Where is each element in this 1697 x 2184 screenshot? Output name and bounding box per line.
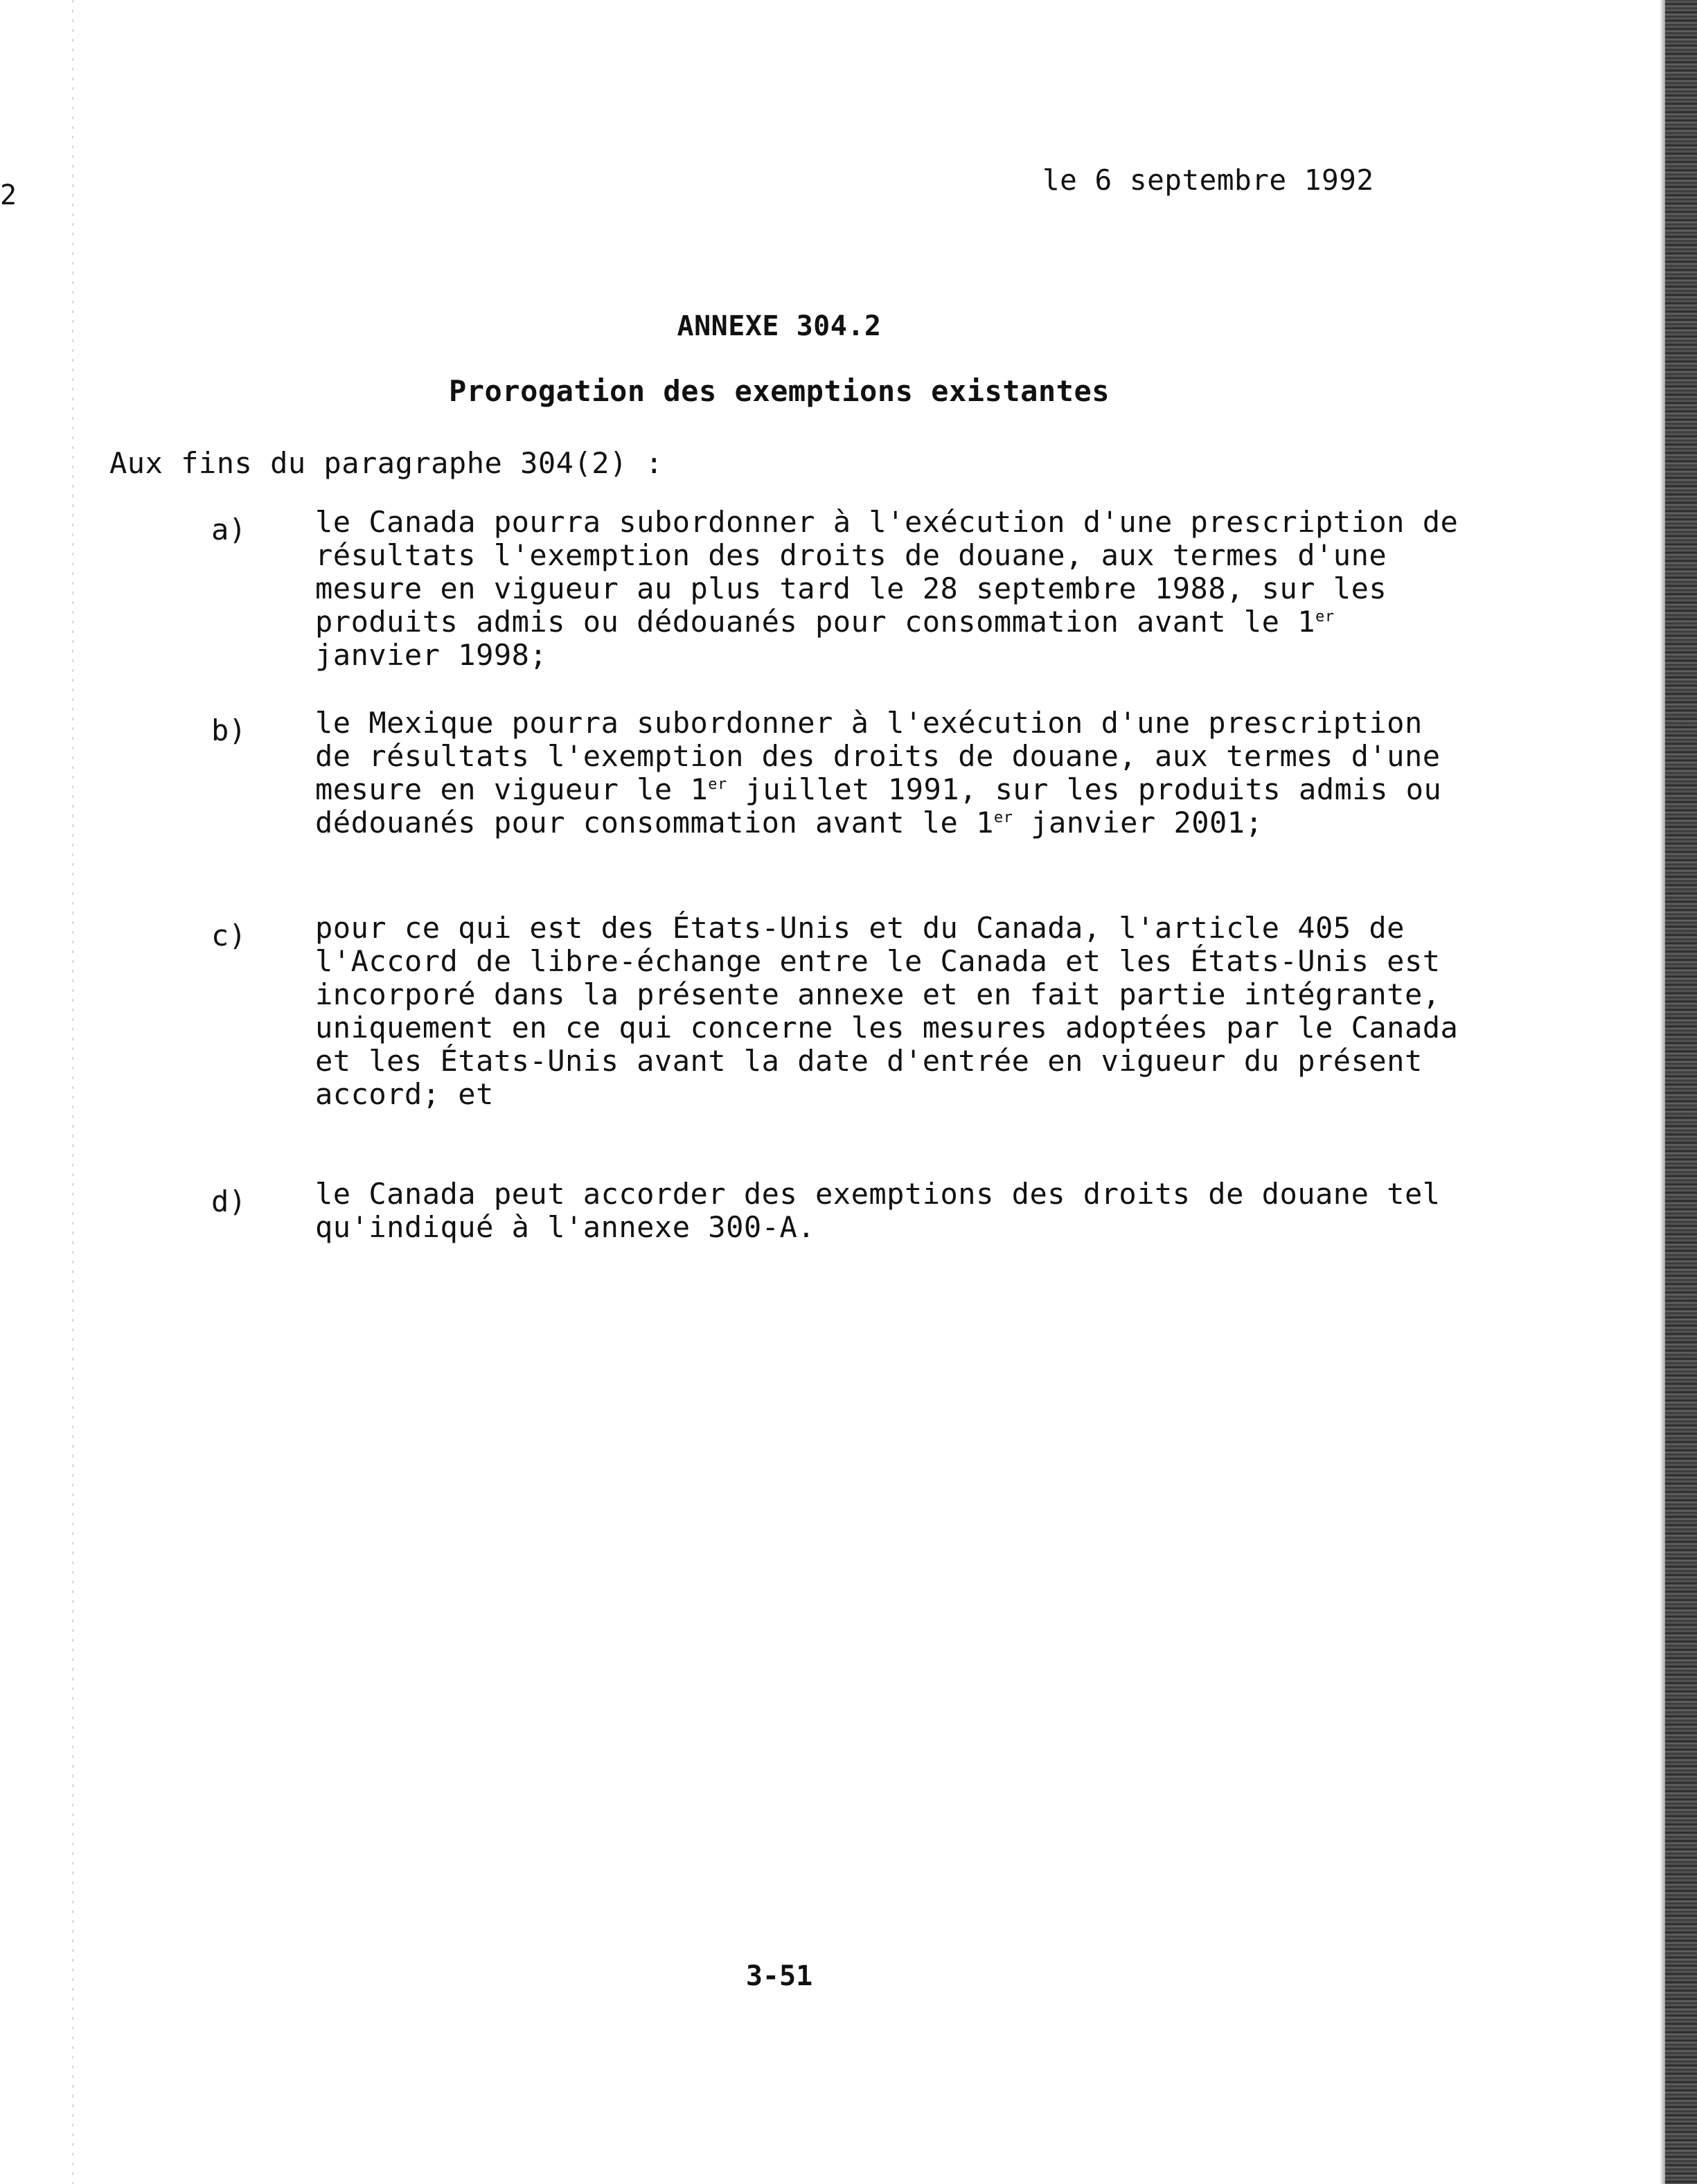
margin-mark: 2 xyxy=(0,179,17,211)
intro-paragraph: Aux fins du paragraphe 304(2) : xyxy=(109,446,664,480)
item-text: le Canada peut accorder des exemptions des droits de douane tel qu'indiqué à l'annexe 300-A. xyxy=(315,1177,1441,1244)
item-text: le Canada pourra subordonner à l'exécution d'une prescription de résultats l'exemption des droits de douane, aux termes d'une mesure en vigueur au plus tard le 28 septembre 1988, sur les produits admis ou dédouanés pour consommation avant le 1er janvier 1998; xyxy=(315,505,1459,672)
item-letter: d) xyxy=(211,1184,247,1218)
ordinal-superscript: er xyxy=(993,809,1013,826)
annex-title: ANNEXE 304.2 xyxy=(677,310,882,342)
ordinal-superscript: er xyxy=(708,776,727,793)
ordinal-superscript: er xyxy=(1315,608,1335,625)
item-text: le Mexique pourra subordonner à l'exécution d'une prescription de résultats l'exemption des droits de douane, aux termes d'une mesure en vigueur le 1er juillet 1991, sur les produits admis ou dédouanés pour consommation avant le 1er janvier 2001; xyxy=(315,706,1442,840)
item-letter: a) xyxy=(211,513,247,547)
document-date: le 6 septembre 1992 xyxy=(1042,163,1374,197)
scan-artifact-right-edge xyxy=(1665,0,1697,2184)
item-letter: c) xyxy=(211,918,247,952)
item-letter: b) xyxy=(211,713,247,747)
item-text: pour ce qui est des États-Unis et du Canada, l'article 405 de l'Accord de libre-échange entre le Canada et les États-Unis est incorporé dans la présente annexe et en fait partie intégrante, uniquement en ce qui concerne les mesures adoptées par le Canada et les États-Unis avant la date d'entrée en vigueur du présent accord; et xyxy=(315,911,1459,1111)
page-number: 3-51 xyxy=(745,1960,813,1992)
annex-subtitle: Prorogation des exemptions existantes xyxy=(448,374,1110,408)
